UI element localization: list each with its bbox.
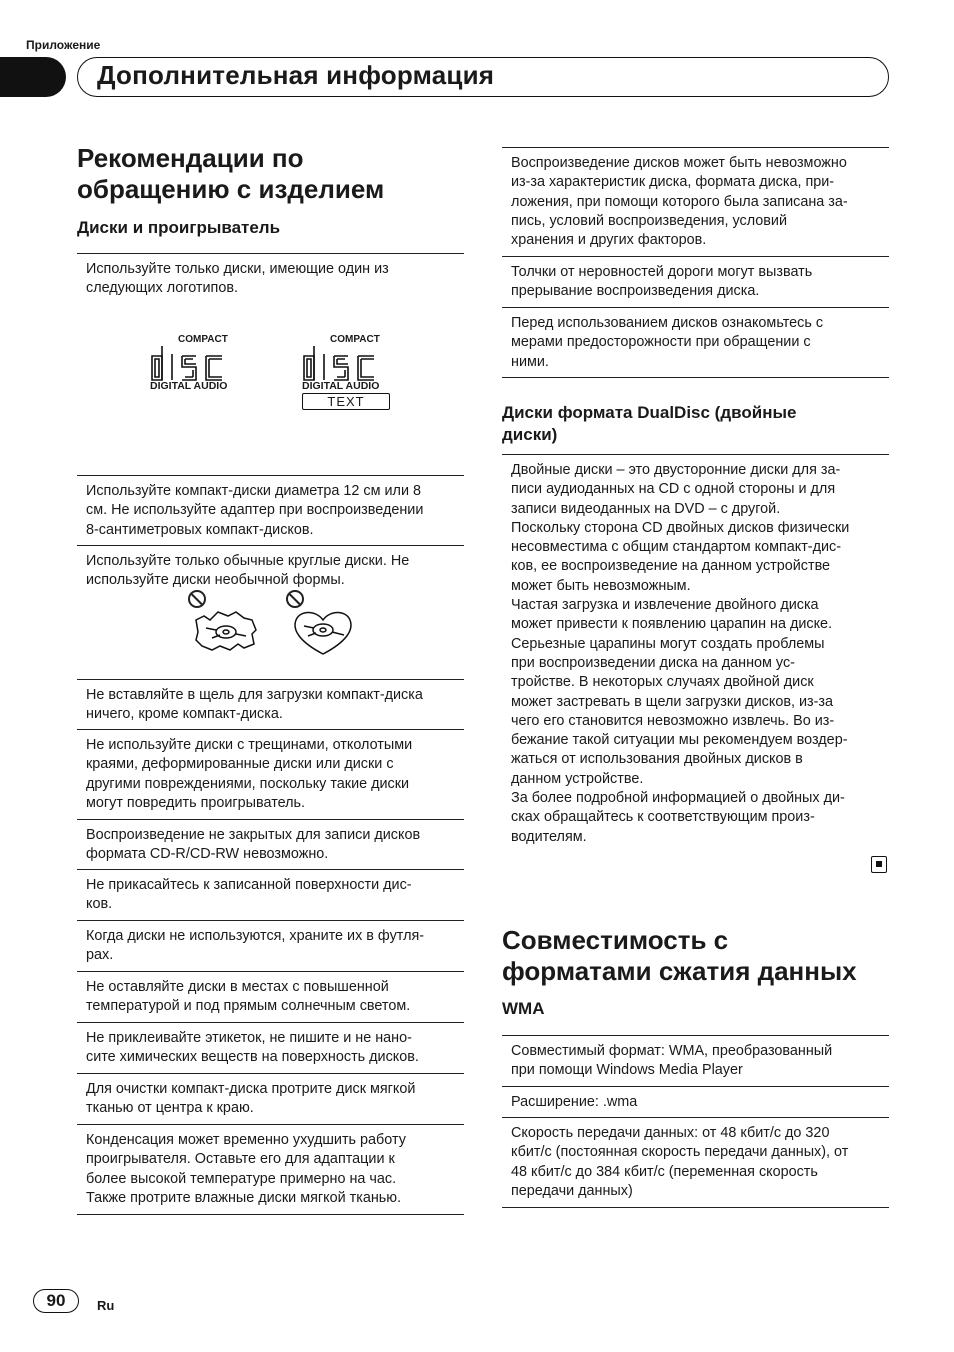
table-bottom-rule	[77, 1214, 464, 1215]
cell-line: Серьезные царапины могут создать проблемы	[511, 635, 825, 652]
cell-line: Для очистки компакт-диска протрите диск мягкой	[86, 1081, 416, 1097]
cell-line: используйте диски необычной формы.	[86, 572, 345, 589]
cell-line: Используйте только диски, имеющие один из	[86, 261, 389, 277]
cell-line: Не вставляйте в щель для загрузки компакт-диска	[86, 687, 423, 703]
table-cell	[77, 475, 464, 545]
cell-line: ними.	[511, 353, 549, 370]
cell-line: ничего, кроме компакт-диска.	[86, 706, 283, 723]
page-number: 90	[33, 1289, 79, 1313]
cell-line: прерывание воспроизведения диска.	[511, 283, 760, 300]
dualdisc-heading	[502, 402, 889, 446]
cell-line: Поскольку сторона CD двойных дисков физически	[511, 519, 850, 536]
cell-line: Конденсация может временно ухудшить работу	[86, 1132, 406, 1148]
section-end-icon	[871, 856, 887, 873]
cell-line: см. Не используйте адаптер при воспроизведении	[86, 502, 424, 519]
disc-wordmark-icon	[302, 344, 394, 382]
cell-line: Когда диски не используются, храните их в футля-	[86, 928, 425, 944]
heading-line: Совместимость с	[502, 925, 729, 955]
cell-line: Толчки от неровностей дороги могут вызвать	[511, 264, 813, 280]
cell-line: несовместима с общим стандартом компакт-дис-	[511, 539, 842, 556]
wma-heading: WMA	[502, 999, 545, 1018]
cell-line: тканью от центра к краю.	[86, 1100, 254, 1117]
cell-line: ков, ее воспроизведение на данном устройстве	[511, 558, 831, 575]
table-cell	[77, 1124, 464, 1214]
cell-line: тройстве. В некоторых случаях двойной диск	[511, 674, 814, 691]
cell-line: писи аудиоданных на CD с одной стороны и для	[511, 481, 836, 498]
table-cell	[77, 679, 464, 729]
cell-line: Также протрите влажные диски мягкой тканью.	[86, 1189, 402, 1206]
logo-compact-text: COMPACT	[178, 334, 228, 345]
cell-line: при помощи Windows Media Player	[511, 1062, 743, 1079]
cell-line: жаться от использования двойных дисков в	[511, 751, 803, 768]
heading-line: диски)	[502, 425, 558, 444]
cell-line: температурой и под прямым солнечным светом.	[86, 998, 411, 1015]
cell-line: Скорость передачи данных: от 48 кбит/с до 320	[511, 1125, 830, 1141]
logo-digital-audio-text: DIGITAL AUDIO	[150, 380, 228, 392]
compact-disc-text-logo	[302, 334, 394, 414]
compat-heading	[502, 925, 857, 987]
cell-line: сках обращайтесь к соответствующим произ-	[511, 809, 815, 826]
left-heading	[77, 143, 384, 205]
table-cell	[502, 1117, 889, 1207]
table-cell	[77, 869, 464, 920]
cell-line: данном устройстве.	[511, 770, 644, 787]
cell-line: бежание такой ситуации мы рекомендуем воздер-	[511, 732, 848, 749]
cell-line: За более подробной информацией о двойных ди-	[511, 790, 845, 807]
cell-line: Не приклеивайте этикеток, не пишите и не нано-	[86, 1030, 412, 1046]
cell-line: Воспроизведение дисков может быть невозможно	[511, 155, 847, 171]
page-title: Дополнительная информация	[97, 60, 495, 90]
logo-digital-audio-text: DIGITAL AUDIO	[302, 380, 380, 392]
heart-shaped-disc-icon	[290, 608, 356, 656]
table-cell	[77, 920, 464, 971]
table-bottom-rule	[502, 1207, 889, 1208]
cell-line: кбит/с (постоянная скорость передачи данных), от	[511, 1144, 849, 1161]
cell-line: Частая загрузка и извлечение двойного диска	[511, 597, 819, 614]
cell-line: краями, деформированные диски или диски с	[86, 756, 394, 773]
cell-line: пись, условий воспроизведения, условий	[511, 212, 788, 229]
dualdisc-text-cell	[502, 454, 889, 850]
table-cell	[502, 256, 889, 307]
table-cell	[77, 971, 464, 1022]
heading-line: форматами сжатия данных	[502, 956, 857, 986]
left-heading-line: Рекомендации по	[77, 143, 304, 173]
section-label: Приложение	[26, 38, 101, 52]
irregular-disc-icon	[192, 606, 260, 654]
table-cell	[502, 147, 889, 256]
cell-line: Не оставляйте диски в местах с повышенной	[86, 979, 389, 995]
cell-line: следующих логотипов.	[86, 280, 238, 297]
cell-line: проигрывателя. Оставьте его для адаптации к	[86, 1151, 395, 1168]
table-cell	[77, 253, 464, 475]
table-bottom-rule	[502, 377, 889, 378]
cell-line: Совместимый формат: WMA, преобразованный	[511, 1043, 833, 1059]
cell-line: Используйте только обычные круглые диски. Не	[86, 553, 410, 569]
cell-line: может застревать в щели загрузки дисков, из-за	[511, 693, 833, 710]
heading-line: Диски формата DualDisc (двойные	[502, 403, 797, 422]
cell-line: чего его становится невозможно извлечь. Во из-	[511, 712, 835, 729]
cell-line: Воспроизведение не закрытых для записи дисков	[86, 827, 421, 843]
logo-compact-text: COMPACT	[330, 334, 380, 345]
cell-line: передачи данных)	[511, 1182, 633, 1199]
cell-line: 8-сантиметровых компакт-дисков.	[86, 521, 314, 538]
left-heading-line: обращению с изделием	[77, 174, 385, 204]
compact-disc-logo	[150, 334, 242, 394]
table-cell	[77, 545, 464, 679]
cell-line: формата CD-R/CD-RW невозможно.	[86, 846, 329, 863]
cell-line: Перед использованием дисков ознакомьтесь с	[511, 315, 824, 331]
cell-line: другими повреждениями, поскольку такие диски	[86, 775, 410, 792]
cell-line: при воспроизведении диска на данном ус-	[511, 654, 795, 671]
table-cell	[77, 1022, 464, 1073]
left-subheading: Диски и проигрыватель	[77, 218, 281, 237]
cell-line: мерами предосторожности при обращении с	[511, 334, 811, 351]
cell-line: может быть невозможным.	[511, 577, 691, 594]
cell-line: Используйте компакт-диски диаметра 12 см или 8	[86, 483, 421, 499]
prohibited-icon	[286, 590, 304, 608]
cell-line: из-за характеристик диска, формата диска, при-	[511, 174, 835, 191]
cell-line: Не прикасайтесь к записанной поверхности дис-	[86, 877, 412, 893]
cell-line: Не используйте диски с трещинами, отколотыми	[86, 737, 413, 753]
logo-text-box: TEXT	[302, 393, 390, 410]
cell-line: ложения, при помощи которого была записана за-	[511, 193, 848, 210]
language-label: Ru	[97, 1298, 115, 1313]
cell-line: хранения и других факторов.	[511, 232, 707, 249]
table-cell	[77, 1073, 464, 1124]
cell-line: ков.	[86, 896, 113, 913]
cell-line: рах.	[86, 947, 114, 964]
section-tab-marker	[0, 57, 66, 97]
table-cell	[502, 1035, 889, 1086]
disc-wordmark-icon	[150, 344, 242, 382]
table-cell	[502, 1086, 889, 1117]
cell-line: водителям.	[511, 828, 587, 845]
cell-line: сите химических веществ на поверхность дисков.	[86, 1049, 419, 1066]
cell-line: Расширение: .wma	[511, 1094, 638, 1110]
cell-line: Двойные диски – это двусторонние диски для за-	[511, 462, 841, 478]
table-cell	[502, 307, 889, 377]
cell-line: могут повредить проигрыватель.	[86, 794, 306, 811]
cell-line: может привести к появлению царапин на диске.	[511, 616, 833, 633]
cell-line: более высокой температуре примерно на час.	[86, 1170, 397, 1187]
table-cell	[77, 729, 464, 819]
cell-line: 48 кбит/с до 384 кбит/с (переменная скорость	[511, 1163, 818, 1180]
table-cell	[77, 819, 464, 869]
cell-line: записи видеоданных на DVD – с другой.	[511, 500, 781, 517]
